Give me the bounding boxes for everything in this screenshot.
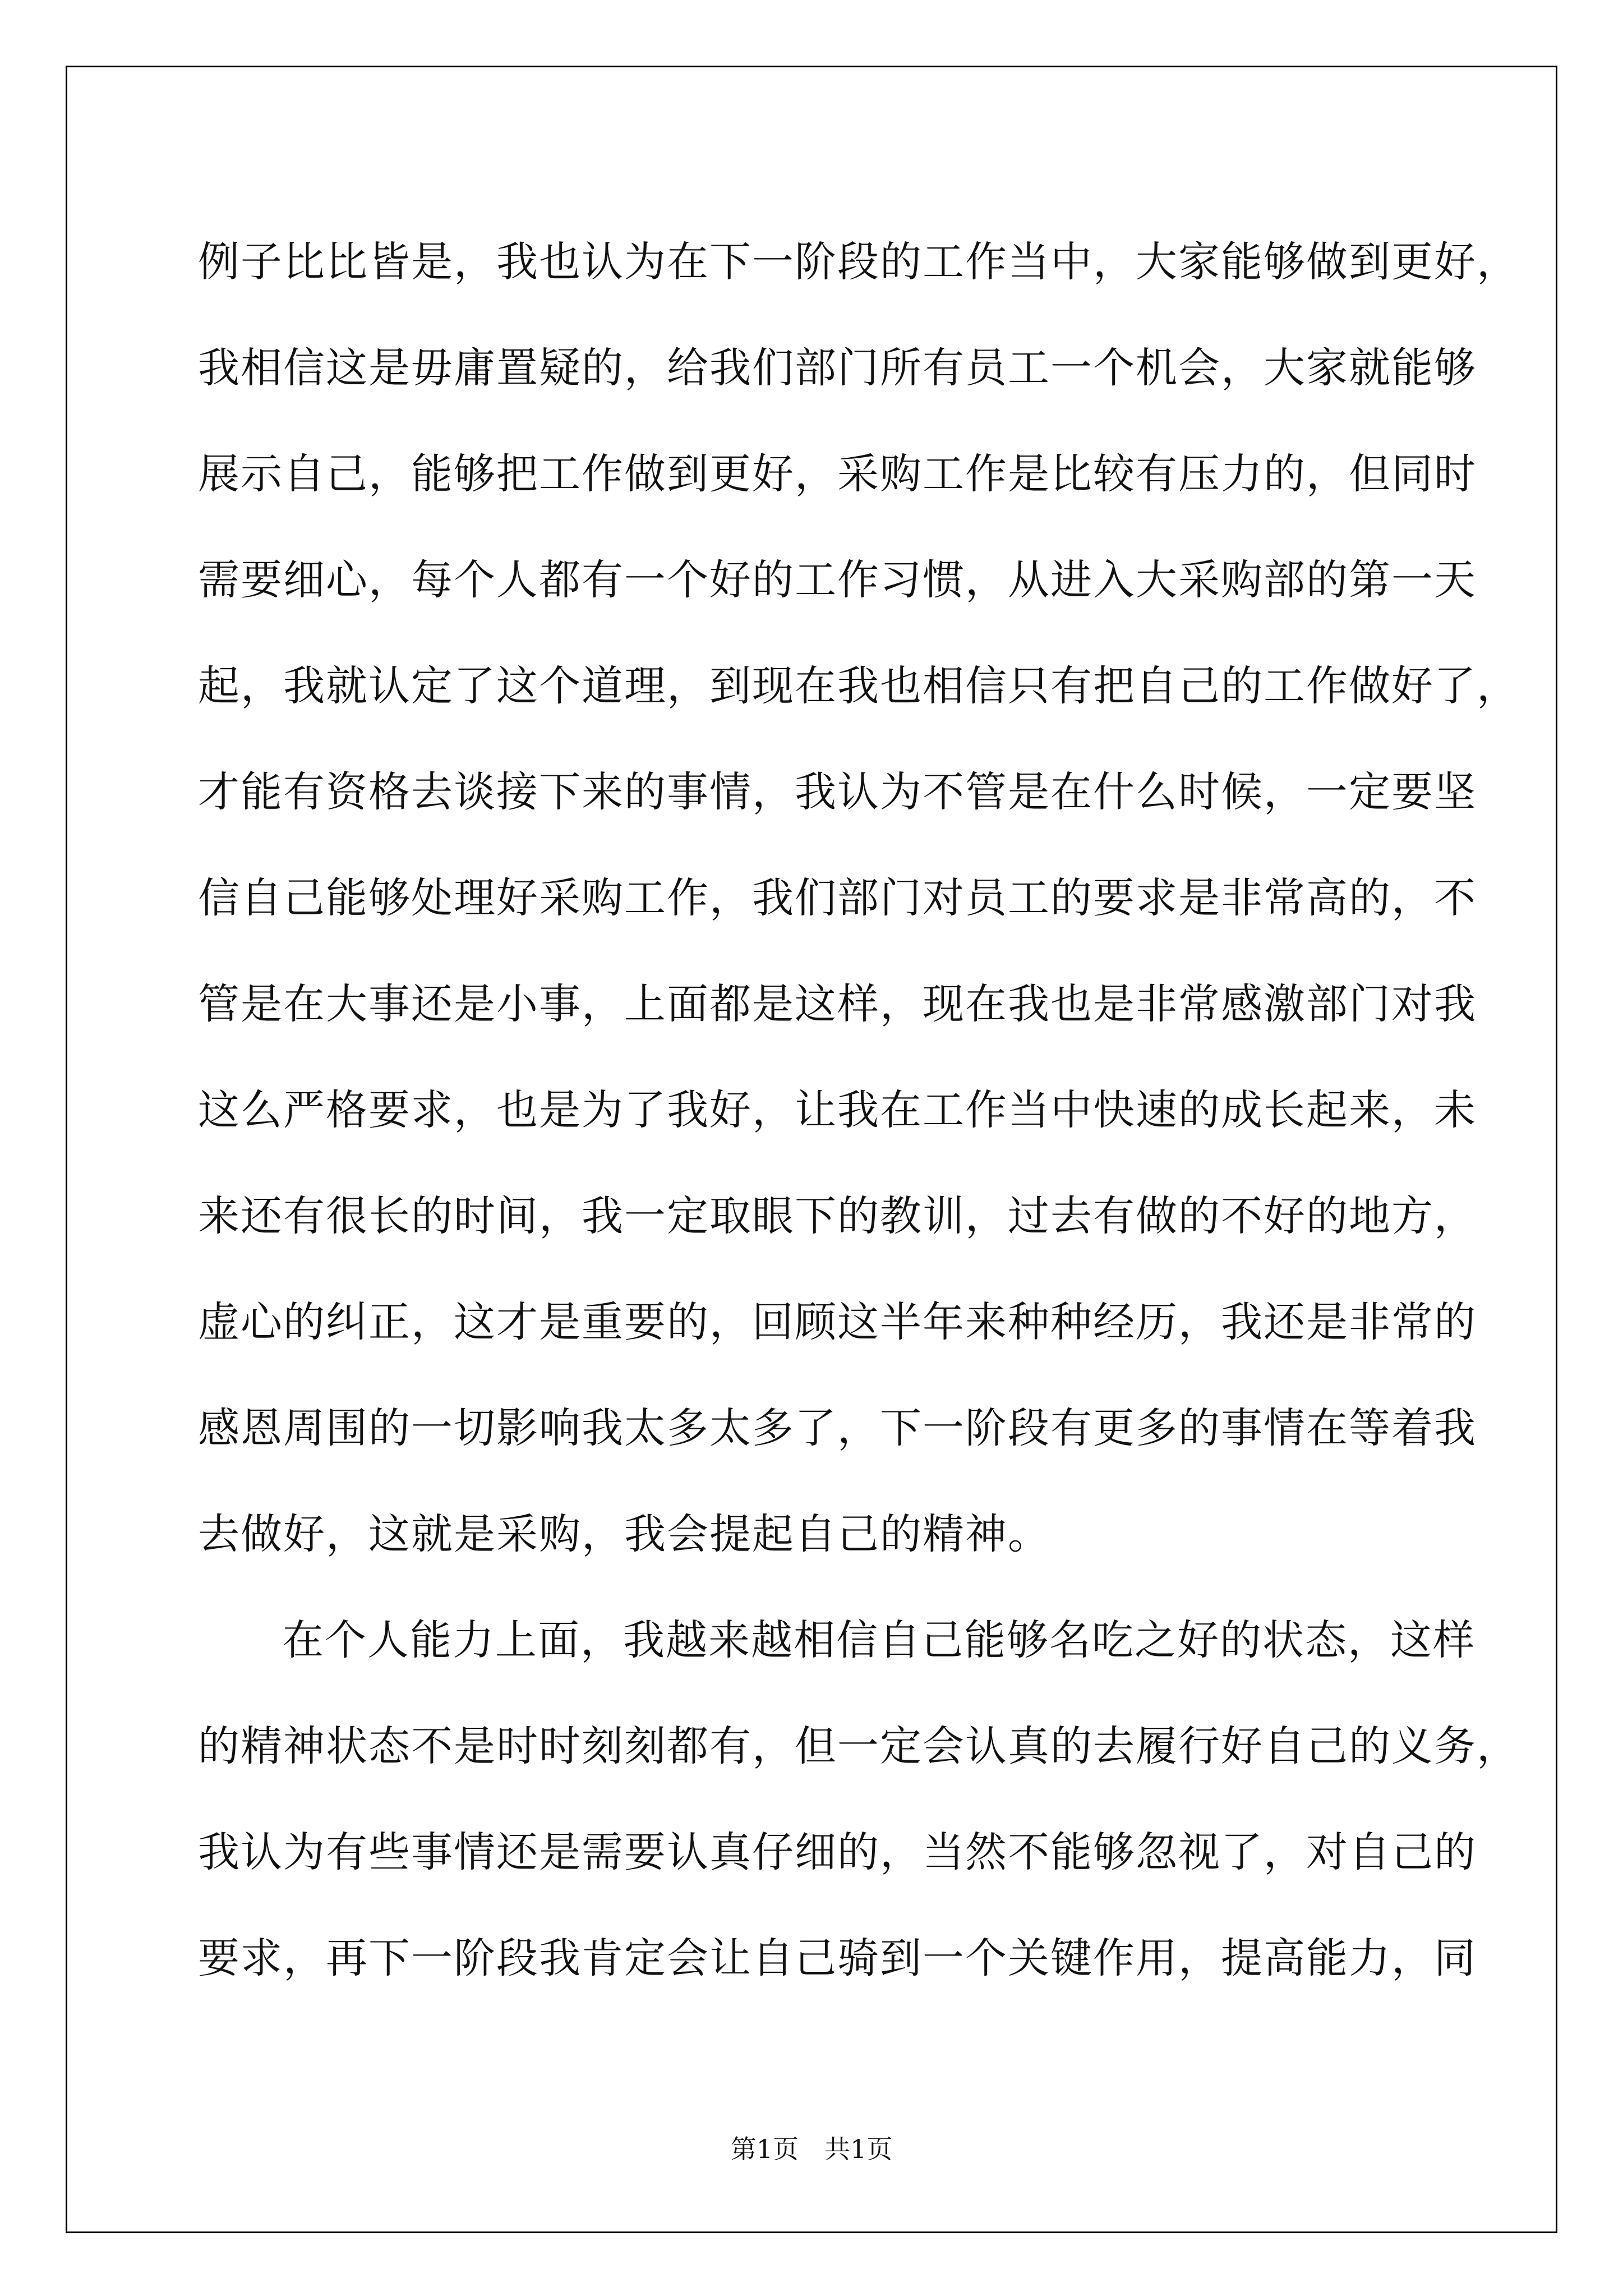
text-line: 展示自己，能够把工作做到更好，采购工作是比较有压力的，但同时 — [198, 450, 1477, 498]
text-line: 要求，再下一阶段我肯定会让自己骑到一个关键作用，提高能力，同 — [198, 1934, 1477, 1982]
text-line: 去做好，这就是采购，我会提起自己的精神。 — [198, 1510, 1050, 1558]
document-body — [198, 209, 1519, 2012]
text-line: 起，我就认定了这个道理，到现在我也相信只有把自己的工作做好了， — [198, 662, 1519, 710]
text-line: 例子比比皆是，我也认为在下一阶段的工作当中，大家能够做到更好， — [198, 238, 1519, 286]
page-number-footer: 第1页 共1页 — [730, 2134, 893, 2164]
text-line: 的精神状态不是时时刻刻都有，但一定会认真的去履行好自己的义务， — [198, 1722, 1519, 1770]
text-line: 才能有资格去谈接下来的事情，我认为不管是在什么时候，一定要坚 — [198, 768, 1477, 816]
text-line: 我相信这是毋庸置疑的，给我们部门所有员工一个机会，大家就能够 — [198, 344, 1477, 392]
paragraph-first-line: 在个人能力上面，我越来越相信自己能够名吃之好的状态，这样 — [282, 1616, 1476, 1664]
text-line: 需要细心，每个人都有一个好的工作习惯，从进入大采购部的第一天 — [198, 556, 1477, 604]
text-line: 这么严格要求，也是为了我好，让我在工作当中快速的成长起来，未 — [198, 1086, 1477, 1134]
text-line: 来还有很长的时间，我一定取眼下的教训，过去有做的不好的地方， — [198, 1192, 1477, 1240]
text-line: 信自己能够处理好采购工作，我们部门对员工的要求是非常高的，不 — [198, 874, 1477, 922]
text-line: 感恩周围的一切影响我太多太多了，下一阶段有更多的事情在等着我 — [198, 1404, 1477, 1452]
text-line: 虚心的纠正，这才是重要的，回顾这半年来种种经历，我还是非常的 — [198, 1298, 1477, 1346]
text-line: 管是在大事还是小事，上面都是这样，现在我也是非常感激部门对我 — [198, 980, 1477, 1028]
text-line: 我认为有些事情还是需要认真仔细的，当然不能够忽视了，对自己的 — [198, 1828, 1477, 1876]
